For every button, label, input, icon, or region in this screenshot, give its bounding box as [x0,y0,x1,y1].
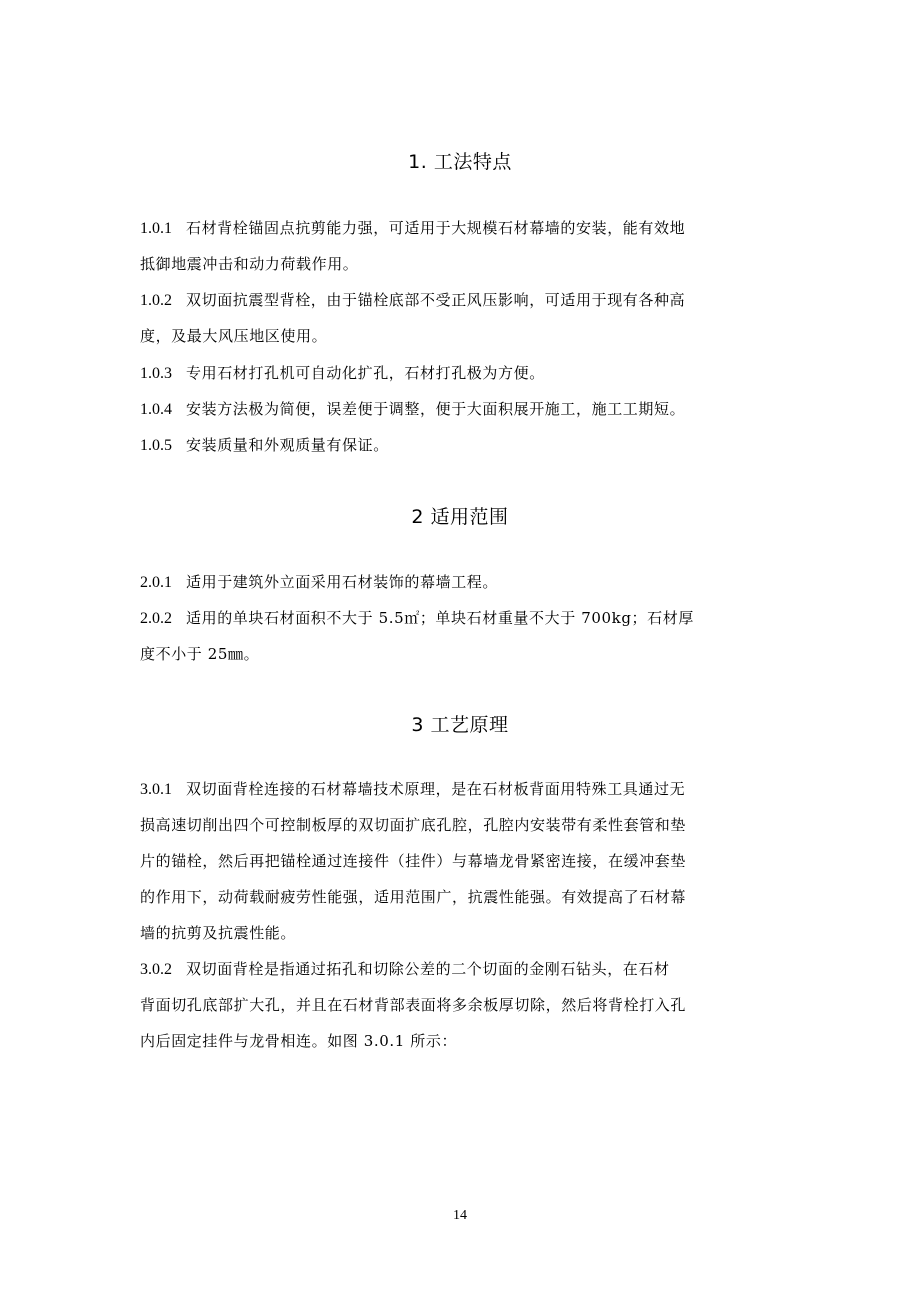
paragraph-1-0-3 [140,362,780,385]
paragraph-1-0-2-line-2: 度，及最大风压地区使用。 [140,327,328,345]
paragraph-1-0-1-line-2: 抵御地震冲击和动力荷载作用。 [140,255,359,273]
item-number: 2.0.1 [140,574,172,591]
item-text: 安装质量和外观质量有保证。 [186,436,389,454]
paragraph-3-0-2-line-1 [140,958,780,981]
paragraph-3-0-1-line-4: 的作用下，动荷载耐疲劳性能强，适用范围广，抗震性能强。有效提高了石材幕 [140,888,687,906]
section-heading-3: 3 工艺原理 [411,714,509,736]
item-number: 1.0.1 [140,220,172,237]
item-text: 双切面背栓是指通过拓孔和切除公差的二个切面的金刚石钻头，在石材 [186,960,670,978]
paragraph-1-0-4 [140,398,780,421]
paragraph-2-0-2-line-1 [140,607,780,630]
paragraph-3-0-1-line-3: 片的锚栓，然后再把锚栓通过连接件（挂件）与幕墙龙骨紧密连接，在缓冲套垫 [140,852,687,870]
paragraph-3-0-1-line-2: 损高速切削出四个可控制板厚的双切面扩底孔腔，孔腔内安装带有柔性套管和垫 [140,816,687,834]
paragraph-2-0-1 [140,571,780,594]
item-text: 双切面抗震型背栓，由于锚栓底部不受正风压影响，可适用于现有各种高 [186,291,686,309]
paragraph-2-0-2-line-2: 度不小于 25㎜。 [140,645,260,663]
paragraph-3-0-1-line-1 [140,778,780,801]
item-text: 专用石材打孔机可自动化扩孔，石材打孔极为方便。 [186,364,545,382]
section-heading-1: 1. 工法特点 [408,151,512,173]
item-text: 安装方法极为简便，误差便于调整，便于大面积展开施工，施工工期短。 [186,400,686,418]
paragraph-3-0-2-line-2: 背面切孔底部扩大孔，并且在石材背部表面将多余板厚切除，然后将背栓打入孔 [140,996,687,1014]
item-text: 石材背栓锚固点抗剪能力强，可适用于大规模石材幕墙的安装，能有效地 [186,219,686,237]
section-heading-2: 2 适用范围 [411,506,509,528]
item-text: 适用于建筑外立面采用石材装饰的幕墙工程。 [186,573,499,591]
item-text: 适用的单块石材面积不大于 5.5㎡；单块石材重量不大于 700kg；石材厚 [186,609,694,627]
paragraph-1-0-5 [140,434,780,457]
item-number: 1.0.3 [140,365,172,382]
item-number: 1.0.2 [140,292,172,309]
item-number: 2.0.2 [140,610,172,627]
page-number: 14 [453,1208,467,1223]
item-number: 1.0.4 [140,401,172,418]
paragraph-3-0-2-line-3: 内后固定挂件与龙骨相连。如图 3.0.1 所示： [140,1032,458,1050]
paragraph-1-0-1-line-1 [140,217,780,240]
item-number: 1.0.5 [140,437,172,454]
paragraph-1-0-2-line-1 [140,289,780,312]
item-text: 双切面背栓连接的石材幕墙技术原理，是在石材板背面用特殊工具通过无 [186,780,686,798]
item-number: 3.0.2 [140,961,172,978]
paragraph-3-0-1-line-5: 墙的抗剪及抗震性能。 [140,924,297,942]
item-number: 3.0.1 [140,781,172,798]
